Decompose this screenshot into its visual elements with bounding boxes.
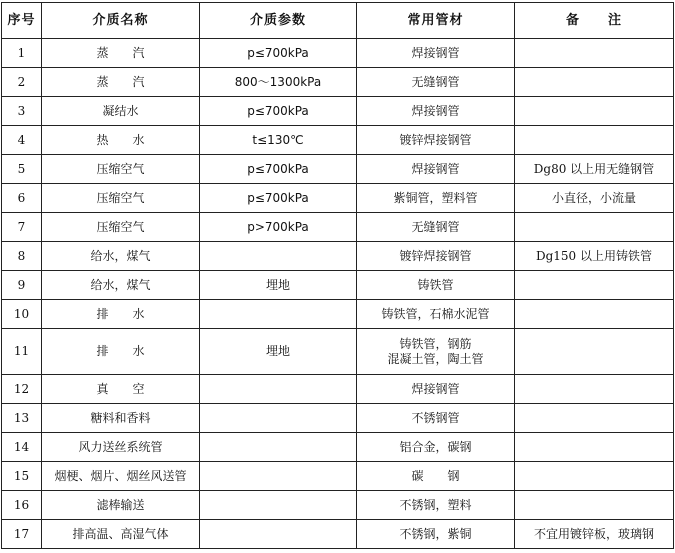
row-number: 14 bbox=[2, 433, 42, 462]
medium-name: 排 水 bbox=[42, 329, 200, 375]
pipe-material: 不锈钢，紫铜 bbox=[357, 520, 515, 549]
pipe-material: 焊接钢管 bbox=[357, 39, 515, 68]
pipe-material: 焊接钢管 bbox=[357, 155, 515, 184]
row-number: 6 bbox=[2, 184, 42, 213]
row-number: 15 bbox=[2, 462, 42, 491]
row-number: 2 bbox=[2, 68, 42, 97]
pipe-material: 紫铜管，塑料管 bbox=[357, 184, 515, 213]
table-row bbox=[2, 39, 674, 68]
medium-parameter: p≤700kPa bbox=[200, 97, 357, 126]
pipe-material: 无缝钢管 bbox=[357, 68, 515, 97]
table-row bbox=[2, 126, 674, 155]
medium-parameter: p≤700kPa bbox=[200, 39, 357, 68]
header-no: 序号 bbox=[2, 3, 42, 39]
medium-parameter bbox=[200, 242, 357, 271]
table-row bbox=[2, 329, 674, 375]
table-row bbox=[2, 375, 674, 404]
table-row bbox=[2, 300, 674, 329]
table-row bbox=[2, 433, 674, 462]
table-row bbox=[2, 520, 674, 549]
table-row bbox=[2, 491, 674, 520]
header-param: 介质参数 bbox=[200, 3, 357, 39]
medium-parameter bbox=[200, 520, 357, 549]
medium-name: 滤棒输送 bbox=[42, 491, 200, 520]
medium-name: 糖料和香料 bbox=[42, 404, 200, 433]
remark bbox=[515, 300, 674, 329]
header-medium: 介质名称 bbox=[42, 3, 200, 39]
table-row bbox=[2, 404, 674, 433]
row-number: 16 bbox=[2, 491, 42, 520]
remark: 不宜用镀锌板，玻璃钢 bbox=[515, 520, 674, 549]
pipe-material-line-1: 铸铁管，钢筋 bbox=[399, 336, 472, 351]
medium-parameter: p≤700kPa bbox=[200, 155, 357, 184]
medium-name: 真 空 bbox=[42, 375, 200, 404]
medium-parameter: 埋地 bbox=[200, 329, 357, 375]
medium-parameter: 埋地 bbox=[200, 271, 357, 300]
table-row bbox=[2, 68, 674, 97]
remark bbox=[515, 375, 674, 404]
pipe-material bbox=[357, 329, 515, 375]
medium-name: 风力送丝系统管 bbox=[42, 433, 200, 462]
header-note: 备 注 bbox=[515, 3, 674, 39]
pipe-material: 不锈钢，塑料 bbox=[357, 491, 515, 520]
pipe-material-table bbox=[1, 2, 674, 549]
remark bbox=[515, 329, 674, 375]
table-row bbox=[2, 462, 674, 491]
medium-name: 压缩空气 bbox=[42, 155, 200, 184]
table-row bbox=[2, 242, 674, 271]
row-number: 12 bbox=[2, 375, 42, 404]
remark bbox=[515, 213, 674, 242]
remark bbox=[515, 68, 674, 97]
medium-name: 蒸 汽 bbox=[42, 39, 200, 68]
row-number: 13 bbox=[2, 404, 42, 433]
remark bbox=[515, 39, 674, 68]
medium-name: 给水，煤气 bbox=[42, 271, 200, 300]
pipe-material: 铸铁管，石棉水泥管 bbox=[357, 300, 515, 329]
remark bbox=[515, 433, 674, 462]
remark: Dg150 以上用铸铁管 bbox=[515, 242, 674, 271]
table-row bbox=[2, 271, 674, 300]
remark: Dg80 以上用无缝钢管 bbox=[515, 155, 674, 184]
row-number: 5 bbox=[2, 155, 42, 184]
pipe-material: 焊接钢管 bbox=[357, 97, 515, 126]
medium-parameter: p>700kPa bbox=[200, 213, 357, 242]
row-number: 3 bbox=[2, 97, 42, 126]
table-header-row bbox=[2, 3, 674, 39]
medium-name: 排 水 bbox=[42, 300, 200, 329]
medium-name: 烟梗、烟片、烟丝风送管 bbox=[42, 462, 200, 491]
medium-name: 凝结水 bbox=[42, 97, 200, 126]
table-row bbox=[2, 184, 674, 213]
pipe-material: 焊接钢管 bbox=[357, 375, 515, 404]
pipe-material: 碳 钢 bbox=[357, 462, 515, 491]
row-number: 1 bbox=[2, 39, 42, 68]
header-pipe: 常用管材 bbox=[357, 3, 515, 39]
remark bbox=[515, 462, 674, 491]
medium-name: 给水，煤气 bbox=[42, 242, 200, 271]
pipe-material: 铸铁管 bbox=[357, 271, 515, 300]
medium-parameter bbox=[200, 375, 357, 404]
medium-parameter: p≤700kPa bbox=[200, 184, 357, 213]
medium-parameter bbox=[200, 462, 357, 491]
remark bbox=[515, 404, 674, 433]
pipe-material: 无缝钢管 bbox=[357, 213, 515, 242]
row-number: 11 bbox=[2, 329, 42, 375]
pipe-material: 不锈钢管 bbox=[357, 404, 515, 433]
medium-parameter bbox=[200, 433, 357, 462]
table-row bbox=[2, 213, 674, 242]
pipe-material: 镀锌焊接钢管 bbox=[357, 126, 515, 155]
row-number: 10 bbox=[2, 300, 42, 329]
row-number: 4 bbox=[2, 126, 42, 155]
medium-parameter: 800～1300kPa bbox=[200, 68, 357, 97]
medium-parameter: t≤130℃ bbox=[200, 126, 357, 155]
medium-parameter bbox=[200, 491, 357, 520]
row-number: 17 bbox=[2, 520, 42, 549]
medium-name: 蒸 汽 bbox=[42, 68, 200, 97]
pipe-material: 铝合金，碳钢 bbox=[357, 433, 515, 462]
row-number: 9 bbox=[2, 271, 42, 300]
remark bbox=[515, 126, 674, 155]
medium-name: 压缩空气 bbox=[42, 213, 200, 242]
medium-name: 排高温、高湿气体 bbox=[42, 520, 200, 549]
row-number: 7 bbox=[2, 213, 42, 242]
medium-parameter bbox=[200, 404, 357, 433]
remark bbox=[515, 271, 674, 300]
medium-name: 热 水 bbox=[42, 126, 200, 155]
row-number: 8 bbox=[2, 242, 42, 271]
remark: 小直径，小流量 bbox=[515, 184, 674, 213]
medium-parameter bbox=[200, 300, 357, 329]
table-row bbox=[2, 155, 674, 184]
remark bbox=[515, 97, 674, 126]
medium-name: 压缩空气 bbox=[42, 184, 200, 213]
remark bbox=[515, 491, 674, 520]
table-row bbox=[2, 97, 674, 126]
pipe-material-line-2: 混凝土管，陶土管 bbox=[387, 351, 484, 366]
pipe-material: 镀锌焊接钢管 bbox=[357, 242, 515, 271]
